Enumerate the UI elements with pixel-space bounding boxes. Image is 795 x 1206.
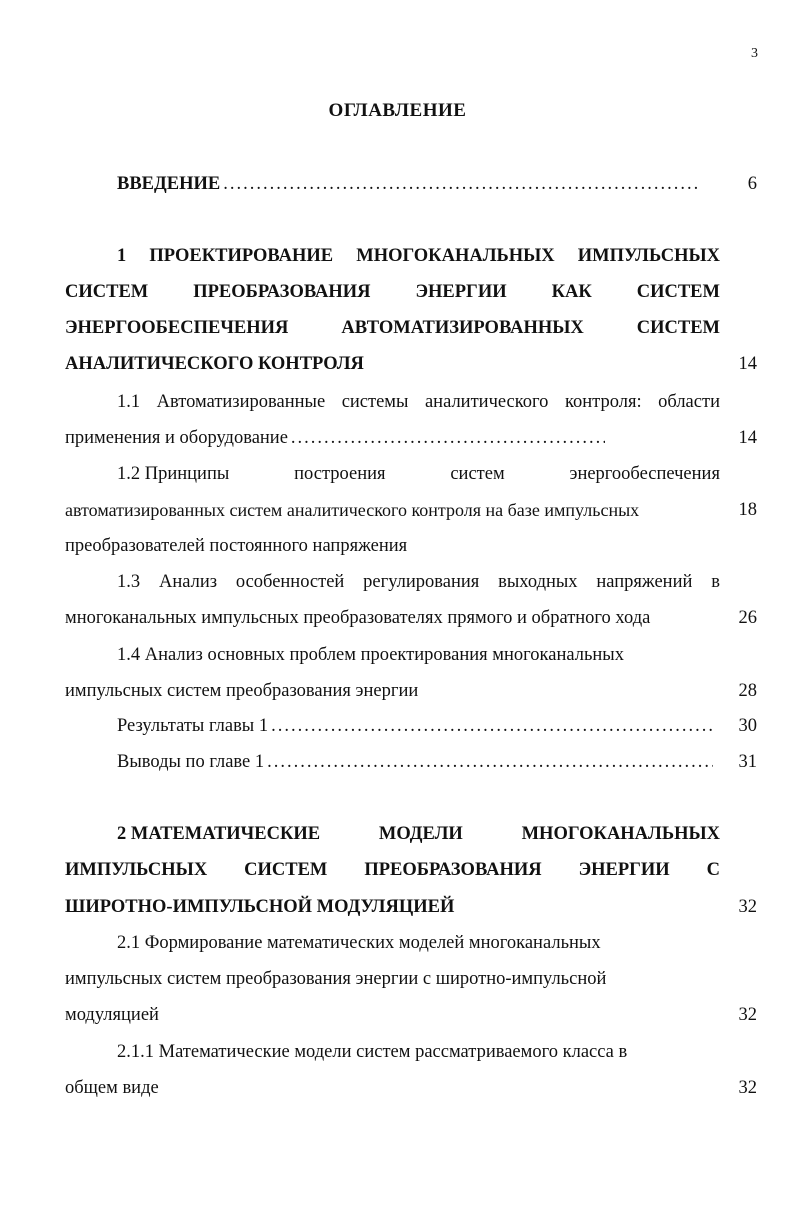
section-1-3-line1: [117, 570, 720, 594]
chapter1-heading-line4: АНАЛИТИЧЕСКОГО КОНТРОЛЯ: [65, 354, 364, 374]
section-1-2-line2: автоматизированных систем аналитического контроля на базе импульсных: [65, 500, 640, 520]
word: АВТОМАТИЗИРОВАННЫХ: [341, 318, 584, 338]
chapter2-heading-line2: [65, 858, 720, 882]
word: 1.1: [117, 392, 141, 412]
toc-page-1-2: 18: [738, 500, 757, 520]
section-2-1-line3: модуляцией: [65, 1005, 159, 1025]
word: 1: [117, 246, 127, 266]
chapter1-heading-line3: [65, 316, 720, 340]
word: ЭНЕРГООБЕСПЕЧЕНИЯ: [65, 318, 289, 338]
word: построения: [294, 464, 386, 484]
word: МНОГОКАНАЛЬНЫХ: [521, 824, 720, 844]
word: МОДЕЛИ: [378, 824, 463, 844]
word: ПРОЕКТИРОВАНИЕ: [149, 246, 334, 266]
section-1-4-line2: импульсных систем преобразования энергии: [65, 681, 419, 701]
toc-title: ОГЛАВЛЕНИЕ: [328, 100, 467, 121]
toc-page-1-1: 14: [738, 428, 757, 448]
section-1-2-line3: преобразователей постоянного напряжения: [65, 536, 408, 556]
chapter2-heading-line1: [117, 822, 720, 846]
leader-dots: [220, 172, 697, 196]
word: ПРЕОБРАЗОВАНИЯ: [364, 860, 542, 880]
section-2-1-1-line2: общем виде: [65, 1078, 159, 1098]
toc-entry-label: применения и оборудование: [65, 428, 288, 448]
toc-entry-conclusions: [117, 750, 713, 774]
word: ИМПУЛЬСНЫХ: [577, 246, 720, 266]
word: системы: [341, 392, 409, 412]
page-number: 3: [751, 46, 758, 61]
section-2-1-1-line1: 2.1.1 Математические модели систем рассматриваемого класса в: [117, 1042, 628, 1062]
word: СИСТЕМ: [636, 318, 720, 338]
section-1-2-line1: [117, 462, 720, 486]
word: аналитического: [424, 392, 549, 412]
toc-page-chapter1: 14: [738, 354, 757, 374]
word: СИСТЕМ: [65, 282, 149, 302]
word: ЭНЕРГИИ: [415, 282, 507, 302]
chapter1-heading-line2: [65, 280, 720, 304]
section-1-4-line1: 1.4 Анализ основных проблем проектирования многоканальных: [117, 645, 624, 665]
word: особенностей: [235, 572, 345, 592]
toc-page-results: 30: [738, 716, 757, 736]
word: систем: [450, 464, 505, 484]
toc-page-intro: 6: [747, 174, 757, 194]
section-1-3-line2: многоканальных импульсных преобразователях прямого и обратного хода: [65, 608, 651, 628]
toc-entry-results: [117, 714, 713, 738]
leader-dots: [268, 714, 713, 738]
chapter2-heading-line3: ШИРОТНО-ИМПУЛЬСНОЙ МОДУЛЯЦИЕЙ: [65, 897, 455, 917]
word: области: [658, 392, 720, 412]
section-2-1-line1: 2.1 Формирование математических моделей многоканальных: [117, 933, 601, 953]
toc-entry-label: ВВЕДЕНИЕ: [117, 174, 221, 194]
word: 1.2 Принципы: [117, 464, 230, 484]
word: 2 МАТЕМАТИЧЕСКИЕ: [117, 824, 321, 844]
word: КАК: [551, 282, 592, 302]
word: С: [706, 860, 720, 880]
word: регулирования: [363, 572, 480, 592]
word: МНОГОКАНАЛЬНЫХ: [356, 246, 555, 266]
word: 1.3: [117, 572, 141, 592]
word: СИСТЕМ: [636, 282, 720, 302]
toc-page-conclusions: 31: [738, 752, 757, 772]
word: Автоматизированные: [156, 392, 326, 412]
toc-entry-label: Выводы по главе 1: [117, 752, 265, 772]
toc-entry-label: Результаты главы 1: [117, 716, 269, 736]
word: контроля:: [564, 392, 642, 412]
word: в: [711, 572, 720, 592]
leader-dots: [288, 426, 605, 450]
toc-page-chapter2: 32: [738, 897, 757, 917]
section-2-1-line2: импульсных систем преобразования энергии с широтно-импульсной: [65, 969, 607, 989]
toc-entry-intro: [117, 172, 697, 196]
word: ИМПУЛЬСНЫХ: [65, 860, 208, 880]
toc-page-2-1: 32: [738, 1005, 757, 1025]
word: СИСТЕМ: [244, 860, 328, 880]
toc-page-1-3: 26: [738, 608, 757, 628]
word: ПРЕОБРАЗОВАНИЯ: [193, 282, 371, 302]
leader-dots: [264, 750, 713, 774]
section-1-1-line2: [65, 426, 605, 450]
word: выходных: [498, 572, 578, 592]
word: Анализ: [158, 572, 218, 592]
word: напряжений: [596, 572, 693, 592]
toc-page-2-1-1: 32: [738, 1078, 757, 1098]
word: энергообеспечения: [569, 464, 720, 484]
section-1-1-line1: [117, 390, 720, 414]
chapter1-heading-line1: [117, 244, 720, 268]
word: ЭНЕРГИИ: [578, 860, 670, 880]
toc-page-1-4: 28: [738, 681, 757, 701]
